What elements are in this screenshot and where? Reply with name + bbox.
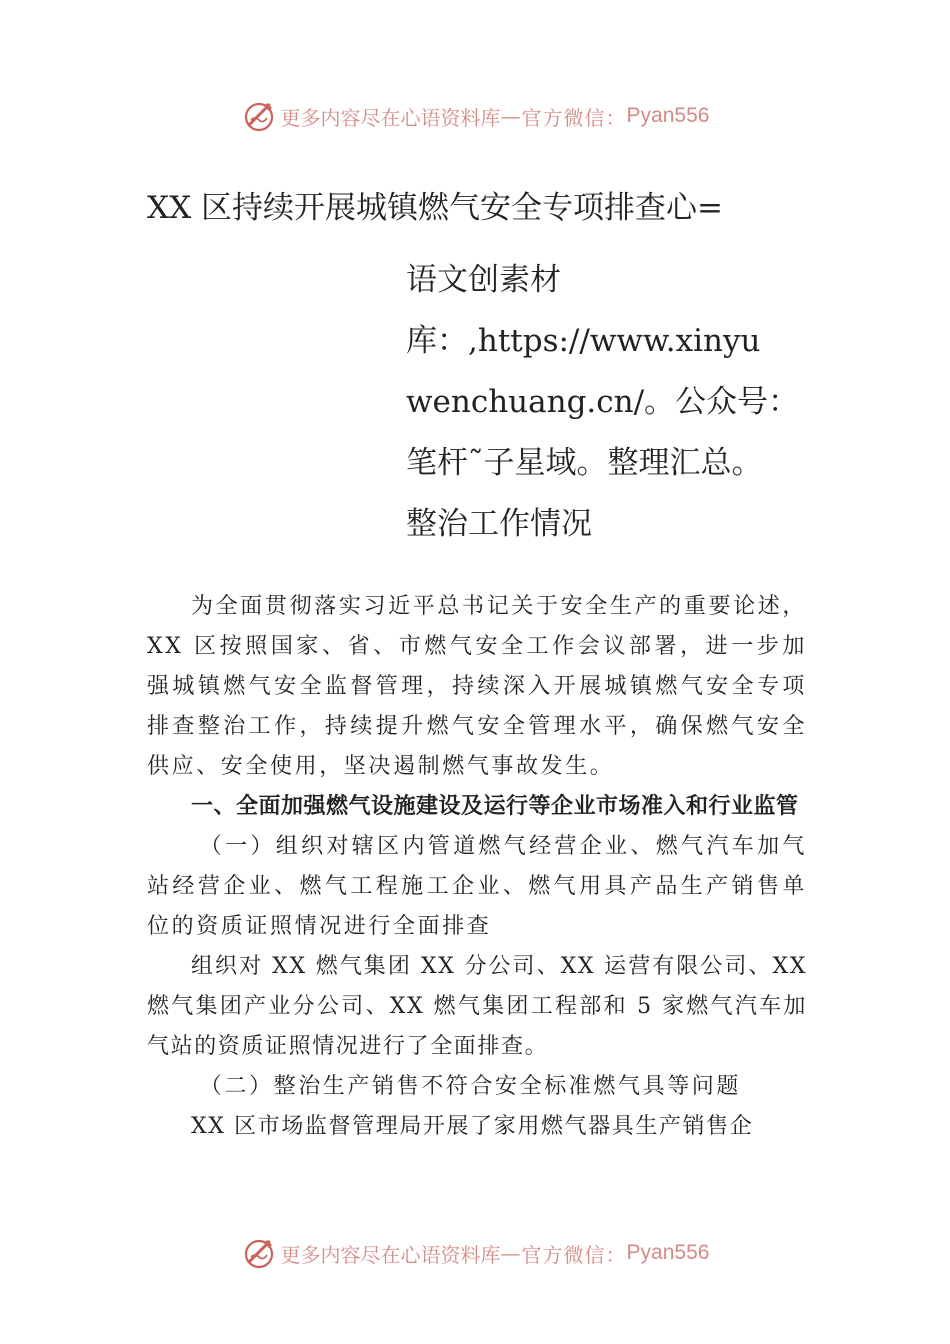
watermark-dash: — — [500, 1241, 522, 1265]
intro-paragraph: 为全面贯彻落实习近平总书记关于安全生产的重要论述，XX 区按照国家、省、市燃气安全工作会议部署，进一步加强城镇燃气安全监督管理，持续深入开展城镇燃气安全专项排查整治工作，持续提升燃气安全管理水平，确保燃气安全供应、安全使用，坚决遏制燃气事故发生。 — [147, 594, 807, 779]
title-line: 库：,https://www.xinyu — [406, 323, 761, 359]
subheading: （二）整治生产销售不符合安全标准燃气具等问题 — [199, 1074, 741, 1099]
document-body — [147, 587, 807, 1147]
watermark-contact-id: Pyan556 — [626, 1241, 710, 1264]
brush-logo-icon — [241, 1235, 277, 1271]
title-line: 笔杆˜子星域。整理汇总。 — [406, 445, 763, 481]
brush-logo-icon — [241, 98, 277, 134]
watermark-dash: — — [500, 104, 522, 128]
watermark-brand: 更多内容尽在心语资料库 — [280, 105, 501, 130]
watermark-contact-id: Pyan556 — [626, 104, 710, 127]
subheading: （一）组织对辖区内管道燃气经营企业、燃气汽车加气站经营企业、燃气工程施工企业、燃气用具产品生产销售单位的资质证照情况进行全面排查 — [147, 834, 807, 939]
document-title-continuation — [406, 250, 806, 555]
document-title: XX 区持续开展城镇燃气安全专项排查心= — [147, 190, 723, 226]
watermark-footer — [0, 1233, 950, 1273]
body-paragraph: XX 区市场监督管理局开展了家用燃气器具生产销售企 — [191, 1114, 754, 1139]
watermark-header — [0, 96, 950, 136]
title-line: 语文创素材 — [406, 262, 561, 298]
body-paragraph: 组织对 XX 燃气集团 XX 分公司、XX 运营有限公司、XX 燃气集团产业分公司、XX 燃气集团工程部和 5 家燃气汽车加气站的资质证照情况进行了全面排查。 — [147, 954, 807, 1059]
watermark-contact-label: 官方微信： — [521, 105, 627, 130]
section-heading: 一、全面加强燃气设施建设及运行等企业市场准入和行业监管 — [191, 794, 799, 819]
title-line: 整治工作情况 — [406, 506, 592, 542]
watermark-brand: 更多内容尽在心语资料库 — [280, 1242, 501, 1267]
watermark-contact-label: 官方微信： — [521, 1242, 627, 1267]
title-line: wenchuang.cn/。公众号： — [406, 384, 800, 420]
